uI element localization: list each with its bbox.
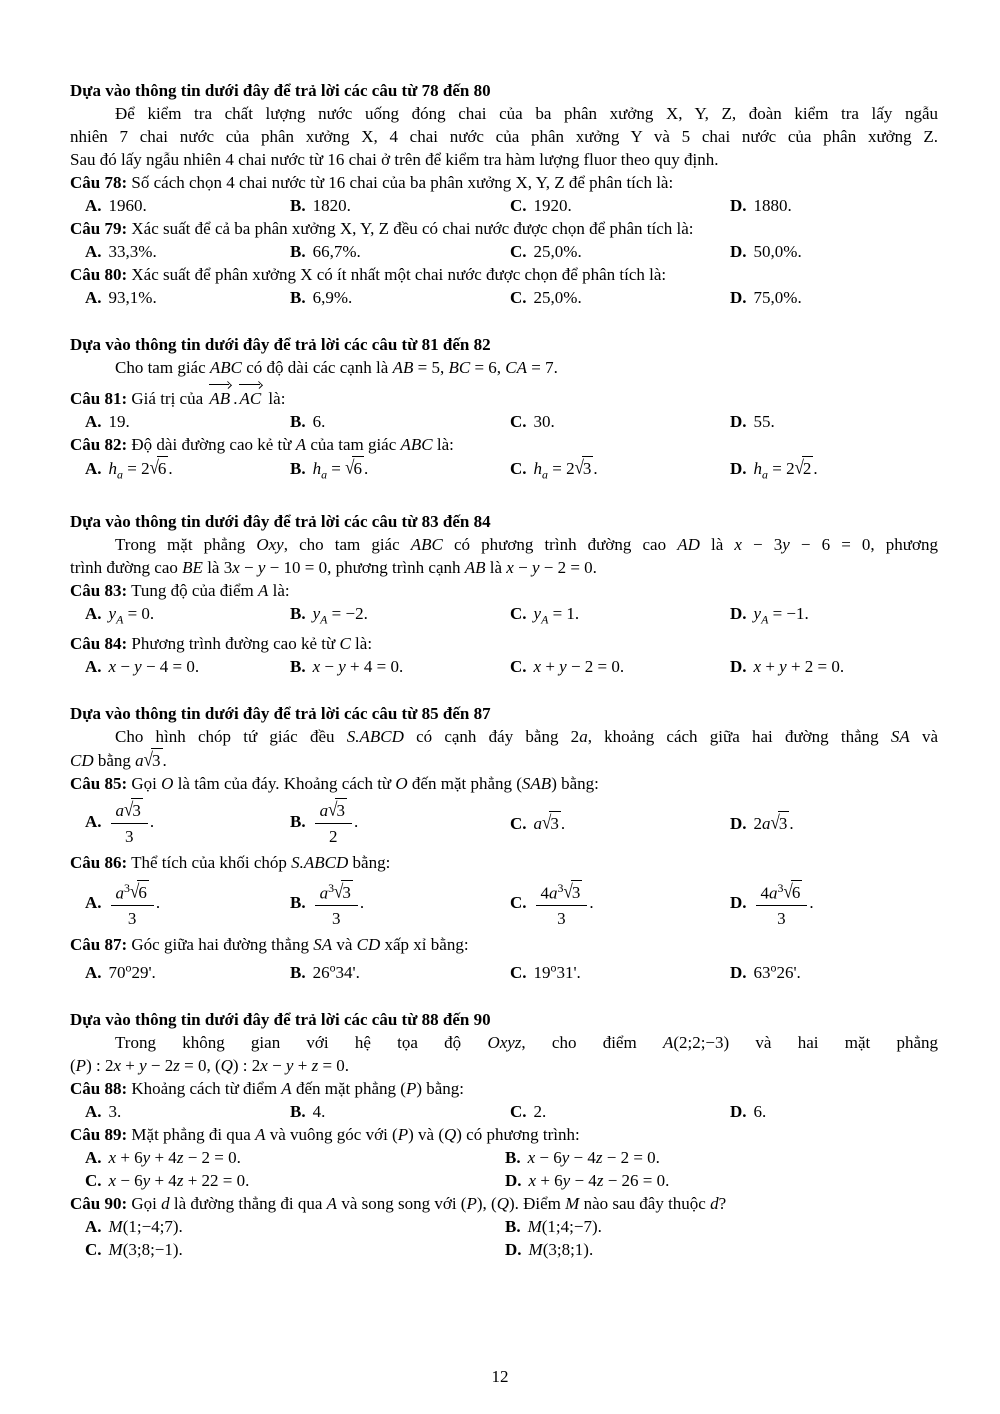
question-prompt: Xác suất để phân xưởng X có ít nhất một chai nước được chọn để phân tích là:	[131, 265, 667, 284]
option-b	[290, 240, 510, 263]
option-d	[730, 655, 938, 678]
option-key: C.	[510, 288, 527, 307]
option-c	[510, 410, 730, 433]
option-key: D.	[730, 656, 747, 676]
option-a	[85, 456, 290, 486]
option-c	[510, 240, 730, 263]
group-intro-line: Cho tam giác ABC có độ dài các cạnh là AB = 5, BC = 6, CA = 7.	[115, 358, 558, 377]
option-a	[85, 655, 290, 678]
question-label: Câu 86:	[70, 852, 128, 872]
option-key: C.	[510, 459, 527, 478]
option-b	[290, 286, 510, 309]
option-key: B.	[290, 656, 306, 676]
option-d	[505, 1169, 938, 1192]
option-d	[730, 194, 938, 217]
option-key: A.	[85, 604, 102, 624]
option-a	[85, 1146, 505, 1169]
option-value: 50,0%.	[753, 242, 802, 261]
question-text	[70, 1077, 938, 1100]
option-d	[505, 1238, 938, 1261]
question-text	[70, 379, 938, 410]
question-text	[70, 772, 938, 795]
group-intro-line: Cho hình chóp tứ giác đều S.ABCD có cạnh đáy bằng 2a, khoảng cách giữa hai đường thẳng SA và	[115, 726, 939, 746]
option-value: x + y − 2 = 0.	[533, 656, 625, 676]
group-intro-line: (P) : 2x + y − 2z = 0, (Q) : 2x − y + z = 0.	[70, 1056, 350, 1076]
options-row	[70, 1146, 938, 1192]
option-key: C.	[510, 242, 527, 261]
option-value: $h_a = 2√3$ .	[533, 456, 598, 482]
option-key: C.	[510, 196, 527, 215]
option-value: 1920.	[533, 196, 572, 215]
option-value: $y_A = 1$.	[533, 604, 580, 627]
option-key: B.	[290, 242, 306, 261]
option-key: B.	[290, 1102, 306, 1122]
question-text	[70, 632, 938, 655]
option-key: B.	[290, 412, 306, 431]
options-row	[70, 874, 938, 934]
option-value: $\frac{a√3}{2}$ .	[313, 812, 359, 831]
option-c	[510, 874, 730, 934]
option-key: B.	[290, 963, 306, 983]
question-text	[70, 433, 938, 456]
option-c	[510, 194, 730, 217]
option-c	[510, 1100, 730, 1123]
question-prompt: Giá trị của AB . AC là:	[131, 389, 285, 408]
option-key: D.	[505, 1240, 522, 1260]
option-value: a√3 .	[533, 811, 566, 833]
option-value: 33,3%.	[108, 242, 157, 261]
question-group	[70, 510, 938, 677]
option-key: C.	[85, 1171, 102, 1191]
option-value: 63$^o$26'.	[753, 960, 801, 983]
option-b	[290, 410, 510, 433]
question-prompt: Xác suất để cả ba phân xưởng X, Y, Z đều có chai nước được chọn để phân tích là:	[131, 219, 694, 238]
option-a	[85, 602, 290, 631]
option-d	[730, 240, 938, 263]
option-value: x + y + 2 = 0.	[753, 656, 845, 676]
option-key: B.	[290, 459, 306, 478]
option-value: $\frac{4a^3√3}{3}$ .	[534, 893, 594, 912]
option-value: $h_a = √6$ .	[312, 456, 369, 482]
option-a	[85, 194, 290, 217]
option-value: x − y + 4 = 0.	[312, 656, 404, 676]
option-value: M(3;8;−1).	[108, 1240, 183, 1260]
option-value: 93,1%.	[108, 288, 157, 307]
option-key: D.	[730, 892, 747, 912]
option-b	[290, 1100, 510, 1123]
option-key: A.	[85, 1148, 102, 1168]
option-key: C.	[510, 813, 527, 833]
option-value: 55.	[753, 412, 775, 431]
option-key: B.	[290, 604, 306, 624]
question-label: Câu 90:	[70, 1194, 128, 1214]
group-intro-line: trình đường cao BE là 3x − y − 10 = 0, phương trình cạnh AB là x − y − 2 = 0.	[70, 558, 597, 578]
option-key: C.	[510, 604, 527, 624]
question-label: Câu 89:	[70, 1125, 128, 1145]
options-row	[70, 410, 938, 433]
group-intro-line: Để kiểm tra chất lượng nước uống đóng chai của ba phân xưởng X, Y, Z, đoàn kiểm tra lấy ngẫu	[115, 104, 938, 123]
option-key: A.	[85, 963, 102, 983]
question-label: Câu 82:	[70, 435, 128, 454]
option-value: 75,0%.	[753, 288, 802, 307]
option-b	[290, 456, 510, 486]
option-d	[730, 956, 938, 984]
option-value: 1960.	[108, 196, 147, 215]
option-a	[85, 874, 290, 934]
option-key: C.	[510, 656, 527, 676]
options-row	[70, 194, 938, 217]
option-d	[730, 286, 938, 309]
option-value: 3.	[108, 1102, 122, 1122]
option-d	[730, 602, 938, 631]
option-d	[730, 811, 938, 835]
option-value: 2.	[533, 1102, 547, 1122]
option-a	[85, 956, 290, 984]
question-text	[70, 263, 938, 286]
group-intro-line: Trong mặt phẳng Oxy, cho tam giác ABC có phương trình đường cao AD là x − 3y − 6 = 0, phương	[115, 535, 938, 555]
option-key: C.	[510, 412, 527, 431]
option-value: M(1;4;−7).	[527, 1217, 602, 1237]
question-label: Câu 87:	[70, 935, 128, 955]
options-row	[70, 655, 938, 678]
option-key: D.	[730, 459, 747, 478]
option-value: $\frac{a^3√3}{3}$ .	[313, 893, 365, 912]
group-heading: Dựa vào thông tin dưới đây để trả lời các câu từ 88 đến 90	[70, 1010, 491, 1030]
question-group	[70, 333, 938, 486]
option-key: A.	[85, 1102, 102, 1122]
option-key: A.	[85, 412, 102, 431]
option-b	[505, 1215, 938, 1238]
option-key: D.	[505, 1171, 522, 1191]
option-key: A.	[85, 811, 102, 831]
option-a	[85, 240, 290, 263]
question-label: Câu 83:	[70, 581, 128, 601]
option-value: 19$^o$31'.	[533, 960, 581, 983]
option-a	[85, 1215, 505, 1238]
option-value: 1820.	[312, 196, 351, 215]
option-value: M(1;−4;7).	[108, 1217, 183, 1237]
question-label: Câu 84:	[70, 633, 128, 653]
group-heading: Dựa vào thông tin dưới đây để trả lời các câu từ 83 đến 84	[70, 512, 491, 532]
option-key: A.	[85, 288, 102, 307]
question-prompt: Gọi d là đường thẳng đi qua A và song song với (P), (Q). Điểm M nào sau đây thuộc d?	[131, 1194, 727, 1214]
options-row	[70, 286, 938, 309]
option-key: A.	[85, 1217, 102, 1237]
option-key: B.	[290, 892, 306, 912]
question-prompt: Khoảng cách từ điểm A đến mặt phẳng (P) bằng:	[131, 1079, 465, 1099]
option-b	[290, 602, 510, 631]
option-key: B.	[290, 196, 306, 215]
question-group	[70, 702, 938, 984]
question-text	[70, 579, 938, 602]
option-key: D.	[730, 963, 747, 983]
group-intro-line: Trong không gian với hệ tọa độ Oxyz, cho điểm A(2;2;−3) và hai mặt phẳng	[115, 1033, 938, 1053]
question-prompt: Phương trình đường cao kẻ từ C là:	[131, 633, 373, 653]
group-heading: Dựa vào thông tin dưới đây để trả lời các câu từ 81 đến 82	[70, 335, 491, 354]
option-a	[85, 410, 290, 433]
option-b	[290, 655, 510, 678]
option-value: 4.	[312, 1102, 326, 1122]
option-key: D.	[730, 242, 747, 261]
option-value: $y_A = -1$.	[753, 604, 809, 627]
option-value: x + 6y + 4z − 2 = 0.	[108, 1148, 241, 1168]
question-prompt: Mặt phẳng đi qua A và vuông góc với (P) và (Q) có phương trình:	[131, 1125, 580, 1145]
option-c	[510, 811, 730, 835]
option-value: 19.	[108, 412, 130, 431]
option-key: C.	[510, 892, 527, 912]
options-row	[70, 1100, 938, 1123]
option-c	[510, 602, 730, 631]
option-a	[85, 286, 290, 309]
option-key: D.	[730, 1102, 747, 1122]
question-label: Câu 79:	[70, 219, 128, 238]
option-key: D.	[730, 813, 747, 833]
question-label: Câu 81:	[70, 389, 128, 408]
option-key: D.	[730, 196, 747, 215]
option-value: 6,9%.	[312, 288, 353, 307]
option-value: x − 6y − 4z − 2 = 0.	[527, 1148, 660, 1168]
question-label: Câu 85:	[70, 773, 128, 793]
option-key: B.	[505, 1217, 521, 1237]
option-value: x + 6y − 4z − 26 = 0.	[528, 1171, 670, 1191]
option-key: D.	[730, 604, 747, 624]
option-key: B.	[505, 1148, 521, 1168]
question-prompt: Góc giữa hai đường thẳng SA và CD xấp xỉ bằng:	[131, 935, 469, 955]
page-number: 12	[491, 1367, 509, 1386]
question-group	[70, 1008, 938, 1261]
option-a	[85, 1100, 290, 1123]
option-b	[290, 874, 510, 934]
option-value: 6.	[312, 412, 326, 431]
option-key: D.	[730, 288, 747, 307]
question-prompt: Gọi O là tâm của đáy. Khoảng cách từ O đến mặt phẳng (SAB) bằng:	[131, 773, 599, 793]
option-value: 30.	[533, 412, 555, 431]
option-value: 26$^o$34'.	[312, 960, 360, 983]
option-value: x − y − 4 = 0.	[108, 656, 200, 676]
option-value: $h_a = 2√6$ .	[108, 456, 173, 482]
question-prompt: Số cách chọn 4 chai nước từ 16 chai của ba phân xưởng X, Y, Z để phân tích là:	[131, 173, 674, 192]
option-value: $h_a = 2√2$ .	[753, 456, 818, 482]
option-c	[510, 456, 730, 486]
option-b	[290, 956, 510, 984]
option-value: M(3;8;1).	[528, 1240, 594, 1260]
question-group	[70, 79, 938, 309]
question-text	[70, 933, 938, 956]
group-intro-line: nhiên 7 chai nước của phân xưởng X, 4 chai nước của phân xưởng Y và 5 chai nước của phân xưởng Z.	[70, 127, 938, 146]
question-prompt: Độ dài đường cao kẻ từ A của tam giác ABC là:	[131, 435, 454, 454]
group-intro-line: Sau đó lấy ngẫu nhiên 4 chai nước từ 16 chai ở trên để kiểm tra hàm lượng fluor theo quy định.	[70, 150, 719, 169]
option-b	[290, 194, 510, 217]
options-row	[70, 1215, 938, 1261]
question-text	[70, 851, 938, 874]
question-prompt: Thể tích của khối chóp S.ABCD bằng:	[131, 852, 391, 872]
group-intro-line: CD bằng a√3 .	[70, 748, 167, 770]
option-value: 66,7%.	[312, 242, 361, 261]
option-key: C.	[510, 1102, 527, 1122]
option-b	[290, 795, 510, 851]
option-key: A.	[85, 459, 102, 478]
option-b	[505, 1146, 938, 1169]
options-row	[70, 240, 938, 263]
option-c	[510, 655, 730, 678]
option-value: 1880.	[753, 196, 792, 215]
option-d	[730, 456, 938, 486]
group-heading: Dựa vào thông tin dưới đây để trả lời các câu từ 78 đến 80	[70, 81, 491, 100]
option-c	[510, 956, 730, 984]
question-label: Câu 88:	[70, 1079, 128, 1099]
exam-content	[70, 79, 938, 1285]
option-value: 70$^o$29'.	[108, 960, 156, 983]
option-d	[730, 410, 938, 433]
question-text	[70, 1123, 938, 1146]
group-heading: Dựa vào thông tin dưới đây để trả lời các câu từ 85 đến 87	[70, 703, 491, 723]
option-value: 6.	[753, 1102, 767, 1122]
option-key: A.	[85, 196, 102, 215]
option-value: $\frac{a√3}{3}$ .	[109, 812, 155, 831]
options-row	[70, 795, 938, 851]
option-value: $y_A = 0$.	[108, 604, 155, 627]
question-text	[70, 1192, 938, 1215]
option-value: $\frac{a^3√6}{3}$ .	[109, 893, 161, 912]
option-d	[730, 874, 938, 934]
options-row	[70, 956, 938, 984]
option-a	[85, 795, 290, 851]
option-key: D.	[730, 412, 747, 431]
option-c	[85, 1169, 505, 1192]
option-key: C.	[510, 963, 527, 983]
options-row	[70, 456, 938, 486]
question-label: Câu 80:	[70, 265, 128, 284]
option-key: A.	[85, 656, 102, 676]
option-key: B.	[290, 288, 306, 307]
option-c	[85, 1238, 505, 1261]
option-value: $y_A = -2$.	[312, 604, 368, 627]
question-text	[70, 217, 938, 240]
option-value: 25,0%.	[533, 288, 582, 307]
option-key: C.	[85, 1240, 102, 1260]
option-key: A.	[85, 242, 102, 261]
option-value: $\frac{4a^3√6}{3}$ .	[754, 893, 814, 912]
option-key: B.	[290, 811, 306, 831]
option-value: 25,0%.	[533, 242, 582, 261]
question-prompt: Tung độ của điểm A là:	[131, 581, 290, 601]
options-row	[70, 602, 938, 631]
option-value: 2a√3 .	[753, 811, 794, 833]
option-d	[730, 1100, 938, 1123]
option-value: x − 6y + 4z + 22 = 0.	[108, 1171, 250, 1191]
option-c	[510, 286, 730, 309]
question-text	[70, 171, 938, 194]
option-key: A.	[85, 892, 102, 912]
question-label: Câu 78:	[70, 173, 128, 192]
